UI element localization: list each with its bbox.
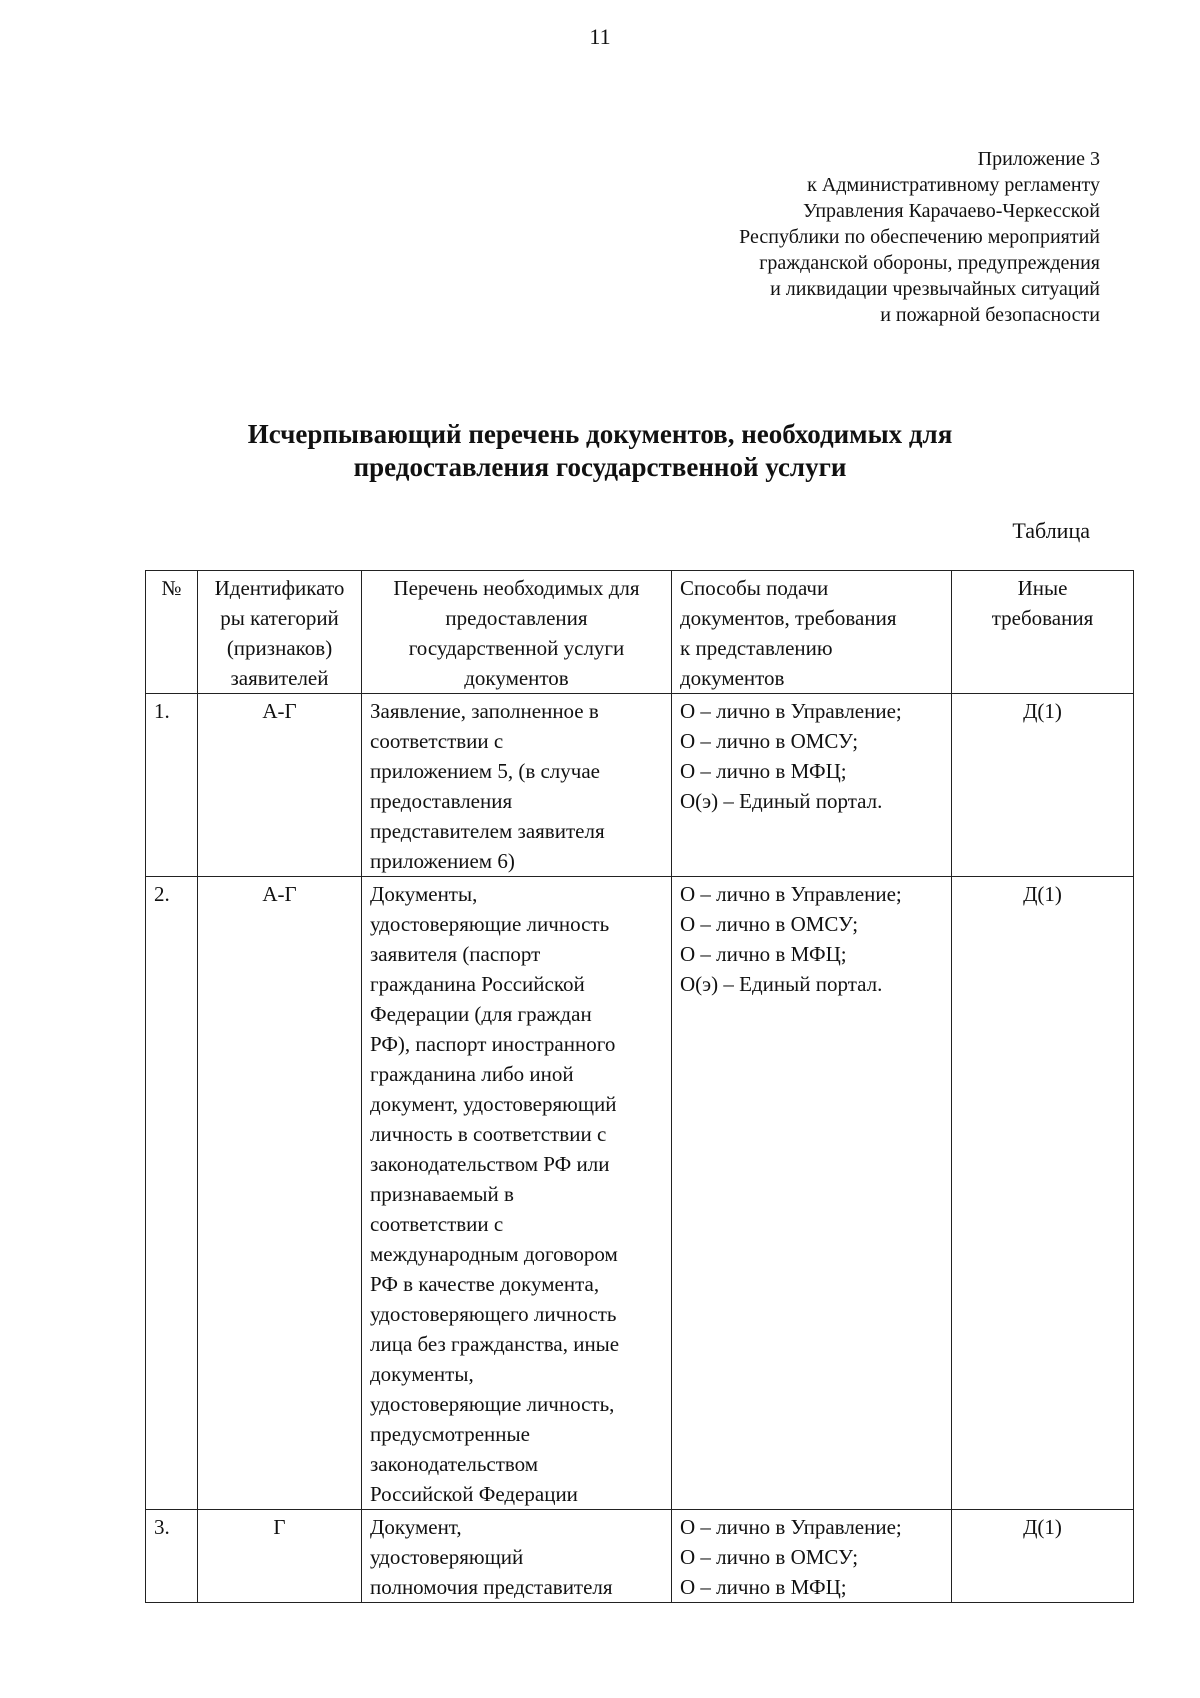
appendix-line: Республики по обеспечению мероприятий bbox=[739, 226, 1100, 248]
method-text-line: О – лично в Управление; bbox=[680, 882, 902, 906]
header-text-line: Иные bbox=[1017, 576, 1068, 600]
document-text-line: лица без гражданства, иные bbox=[370, 1332, 620, 1356]
category-cell bbox=[198, 694, 362, 877]
method-text-line: О – лично в МФЦ; bbox=[680, 1575, 847, 1599]
method-text-line: О(э) – Единый портал. bbox=[680, 972, 883, 996]
other-requirements-cell bbox=[952, 877, 1134, 1510]
method-text-line: О – лично в Управление; bbox=[680, 699, 902, 723]
row-number-cell bbox=[146, 1510, 198, 1603]
header-num bbox=[146, 571, 198, 694]
documents-table bbox=[145, 570, 1134, 1603]
document-text-line: Документы, bbox=[370, 882, 478, 906]
row-number: 3. bbox=[154, 1515, 170, 1539]
method-text-line: О – лично в Управление; bbox=[680, 1515, 902, 1539]
title-line: Исчерпывающий перечень документов, необходимых для bbox=[247, 419, 953, 449]
appendix-line: к Административному регламенту bbox=[807, 174, 1100, 196]
document-text-line: предусмотренные bbox=[370, 1422, 530, 1446]
other-requirement-value: Д(1) bbox=[1023, 882, 1062, 906]
document-text-line: гражданина либо иной bbox=[370, 1062, 574, 1086]
header-text-line: предоставления bbox=[445, 606, 588, 630]
header-text-line: Идентификато bbox=[214, 576, 345, 600]
document-text-line: международным договором bbox=[370, 1242, 618, 1266]
appendix-line: Управления Карачаево-Черкесской bbox=[802, 200, 1100, 222]
appendix-line: гражданской обороны, предупреждения bbox=[759, 252, 1100, 274]
method-text-line: О – лично в ОМСУ; bbox=[680, 912, 859, 936]
document-text-line: заявителя (паспорт bbox=[370, 942, 541, 966]
other-requirement-value: Д(1) bbox=[1023, 699, 1062, 723]
document-text-line: соответствии с bbox=[370, 1212, 504, 1236]
documents-cell bbox=[362, 694, 672, 877]
methods-cell bbox=[672, 694, 952, 877]
document-text-line: документ, удостоверяющий bbox=[370, 1092, 617, 1116]
method-text-line: О – лично в ОМСУ; bbox=[680, 1545, 859, 1569]
title-line: предоставления государственной услуги bbox=[353, 452, 847, 482]
methods-cell bbox=[672, 877, 952, 1510]
header-categories bbox=[198, 571, 362, 694]
header-text-line: документов bbox=[680, 666, 785, 690]
table-row bbox=[146, 877, 1134, 1510]
category-cell bbox=[198, 1510, 362, 1603]
header-text-line: заявителей bbox=[230, 666, 329, 690]
document-text-line: удостоверяющего личность bbox=[370, 1302, 617, 1326]
document-text-line: РФ в качестве документа, bbox=[370, 1272, 600, 1296]
header-text-line: Перечень необходимых для bbox=[393, 576, 640, 600]
document-text-line: удостоверяющие личность bbox=[370, 912, 610, 936]
row-number: 1. bbox=[154, 699, 170, 723]
document-text-line: удостоверяющие личность, bbox=[370, 1392, 615, 1416]
document-text-line: представителем заявителя bbox=[370, 819, 605, 843]
row-number: 2. bbox=[154, 882, 170, 906]
header-documents bbox=[362, 571, 672, 694]
category-value: А-Г bbox=[262, 699, 297, 723]
category-value: Г bbox=[273, 1515, 286, 1539]
row-number-cell bbox=[146, 877, 198, 1510]
method-text-line: О – лично в МФЦ; bbox=[680, 942, 847, 966]
document-text-line: законодательством РФ или bbox=[370, 1152, 610, 1176]
other-requirements-cell bbox=[952, 694, 1134, 877]
table-body bbox=[146, 694, 1134, 1603]
header-text-line: требования bbox=[991, 606, 1094, 630]
document-text-line: приложением 5, (в случае bbox=[370, 759, 600, 783]
header-text-line: документов, требования bbox=[680, 606, 897, 630]
table-row bbox=[146, 694, 1134, 877]
header-text-line: ры категорий bbox=[220, 606, 339, 630]
appendix-line: Приложение 3 bbox=[977, 148, 1100, 170]
appendix-line: и ликвидации чрезвычайных ситуаций bbox=[770, 278, 1100, 300]
document-text-line: Заявление, заполненное в bbox=[370, 699, 599, 723]
document-text-line: предоставления bbox=[370, 789, 513, 813]
table-caption: Таблица bbox=[1012, 518, 1090, 543]
header-methods bbox=[672, 571, 952, 694]
document-text-line: гражданина Российской bbox=[370, 972, 585, 996]
document-text-line: признаваемый в bbox=[370, 1182, 514, 1206]
header-num-text: № bbox=[161, 576, 182, 600]
document-text-line: полномочия представителя bbox=[370, 1575, 613, 1599]
header-text-line: к представлению bbox=[680, 636, 833, 660]
category-value: А-Г bbox=[262, 882, 297, 906]
method-text-line: О – лично в ОМСУ; bbox=[680, 729, 859, 753]
header-other bbox=[952, 571, 1134, 694]
document-title bbox=[0, 418, 1200, 484]
appendix-reference bbox=[540, 146, 1100, 328]
header-text-line: государственной услуги bbox=[408, 636, 625, 660]
methods-cell bbox=[672, 1510, 952, 1603]
document-text-line: документы, bbox=[370, 1362, 474, 1386]
document-text-line: соответствии с bbox=[370, 729, 504, 753]
documents-cell bbox=[362, 877, 672, 1510]
document-text-line: РФ), паспорт иностранного bbox=[370, 1032, 616, 1056]
category-cell bbox=[198, 877, 362, 1510]
row-number-cell bbox=[146, 694, 198, 877]
header-text-line: (признаков) bbox=[226, 636, 333, 660]
document-text-line: законодательством bbox=[370, 1452, 539, 1476]
table-row bbox=[146, 1510, 1134, 1603]
table-header-row bbox=[146, 571, 1134, 694]
document-text-line: Российской Федерации bbox=[370, 1482, 578, 1506]
appendix-line: и пожарной безопасности bbox=[880, 304, 1100, 326]
document-text-line: Федерации (для граждан bbox=[370, 1002, 592, 1026]
document-text-line: приложением 6) bbox=[370, 849, 515, 873]
header-text-line: Способы подачи bbox=[680, 576, 829, 600]
method-text-line: О – лично в МФЦ; bbox=[680, 759, 847, 783]
documents-cell bbox=[362, 1510, 672, 1603]
other-requirements-cell bbox=[952, 1510, 1134, 1603]
document-text-line: Документ, bbox=[370, 1515, 462, 1539]
header-text-line: документов bbox=[464, 666, 569, 690]
document-text-line: удостоверяющий bbox=[370, 1545, 524, 1569]
document-text-line: личность в соответствии с bbox=[370, 1122, 607, 1146]
page-number: 11 bbox=[589, 24, 611, 49]
method-text-line: О(э) – Единый портал. bbox=[680, 789, 883, 813]
other-requirement-value: Д(1) bbox=[1023, 1515, 1062, 1539]
